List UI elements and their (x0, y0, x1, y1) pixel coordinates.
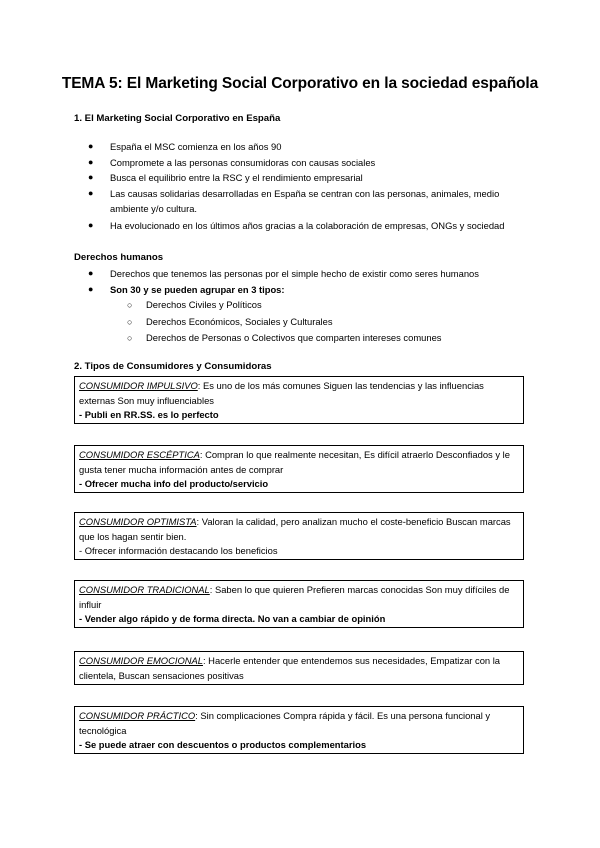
bullet-icon: ● (88, 141, 94, 151)
derechos-types-list (127, 297, 442, 347)
consumer-label: CONSUMIDOR EMOCIONAL (79, 655, 203, 666)
bullet-icon: ● (88, 187, 94, 198)
circle-bullet-icon: ○ (127, 300, 133, 310)
consumer-label: CONSUMIDOR OPTIMISTA (79, 516, 197, 527)
consumer-box-impulsivo: CONSUMIDOR IMPULSIVO: Es uno de los más comunes Siguen las tendencias y las influencias externas Son muy influenciables - Publi en RR.SS. es lo perfecto (74, 376, 524, 424)
list-item: ○ Derechos Civiles y Políticos (146, 297, 441, 314)
consumer-label: CONSUMIDOR IMPULSIVO (79, 380, 198, 391)
consumer-description: Saben lo que quieren Prefieren marcas conocidas Son muy difíciles de influir (79, 584, 510, 610)
section2-heading: 2. Tipos de Consumidores y Consumidoras (74, 361, 272, 372)
circle-bullet-icon: ○ (127, 316, 133, 327)
consumer-label: CONSUMIDOR TRADICIONAL (79, 584, 210, 595)
consumer-tip: - Se puede atraer con descuentos o productos complementarios (79, 739, 367, 750)
list-item: ● Derechos que tenemos las personas por el simple hecho de existir como seres humanos (110, 266, 530, 282)
list-item: ● Compromete a las personas consumidoras con causas sociales (110, 155, 530, 171)
consumer-label: CONSUMIDOR PRÁCTICO (79, 710, 196, 721)
derechos-bullet-list (88, 266, 530, 297)
consumer-description: Es uno de los más comunes Siguen las tendencias y las influencias externas Son muy influenciables (79, 380, 484, 406)
consumer-tip: - Ofrecer mucha info del producto/servicio (79, 478, 269, 489)
list-item: ● Ha evolucionado en los últimos años gracias a la colaboración de empresas, ONGs y sociedad (110, 218, 530, 234)
bullet-icon: ● (88, 283, 94, 294)
consumer-label: CONSUMIDOR ESCÉPTICA (79, 449, 200, 460)
page-title: TEMA 5: El Marketing Social Corporativo en la sociedad española (61, 75, 539, 92)
list-item: ○ Derechos de Personas o Colectivos que comparten intereses comunes (146, 330, 441, 347)
consumer-tip: - Vender algo rápido y de forma directa. No van a cambiar de opinión (79, 613, 386, 624)
consumer-box-optimista: CONSUMIDOR OPTIMISTA: Valoran la calidad, pero analizan mucho el coste-beneficio Buscan marcas que los hagan sentir bien. - Ofrecer información destacando los beneficios (74, 512, 524, 560)
bullet-icon: ● (88, 172, 94, 182)
section1-bullet-list (88, 139, 530, 233)
consumer-box-practico: CONSUMIDOR PRÁCTICO: Sin complicaciones Compra rápida y fácil. Es una persona funcional y tecnológica - Se puede atraer con descuentos o productos complementarios (74, 706, 524, 754)
bullet-icon: ● (88, 156, 94, 167)
derechos-heading: Derechos humanos (74, 252, 164, 263)
list-item: ● España el MSC comienza en los años 90 (110, 139, 530, 155)
consumer-box-emocional: CONSUMIDOR EMOCIONAL: Hacerle entender que entendemos sus necesidades, Empatizar con la clientela, Buscan sensaciones positivas (74, 651, 524, 685)
list-item: ● Son 30 y se pueden agrupar en 3 tipos: (110, 282, 530, 298)
consumer-description: Valoran la calidad, pero analizan mucho el coste-beneficio Buscan marcas que los hagan sentir bien. (79, 516, 511, 542)
consumer-description: Hacerle entender que entendemos sus necesidades, Empatizar con la clientela, Buscan sensaciones positivas (79, 655, 501, 681)
list-item: ● Busca el equilibrio entre la RSC y el rendimiento empresarial (110, 170, 530, 186)
bullet-icon: ● (88, 219, 94, 230)
list-item: ● Las causas solidarias desarrolladas en España se centran con las personas, animales, medio ambiente y/o cultura. (88, 187, 500, 214)
consumer-description: Sin complicaciones Compra rápida y fácil. Es una persona funcional y tecnológica (79, 710, 491, 736)
section1-heading: 1. El Marketing Social Corporativo en España (74, 113, 281, 124)
bullet-icon: ● (88, 268, 94, 278)
list-item: ○ Derechos Económicos, Sociales y Culturales (146, 314, 441, 331)
consumer-description: Compran lo que realmente necesitan, Es difícil atraerlo Desconfiados y le gusta tener mucha información antes de comprar (79, 449, 510, 475)
consumer-box-tradicional: CONSUMIDOR TRADICIONAL: Saben lo que quieren Prefieren marcas conocidas Son muy difíciles de influir - Vender algo rápido y de forma directa. No van a cambiar de opinión (74, 580, 524, 628)
circle-bullet-icon: ○ (127, 333, 133, 343)
consumer-box-esceptica: CONSUMIDOR ESCÉPTICA: Compran lo que realmente necesitan, Es difícil atraerlo Desconfiados y le gusta tener mucha información antes de comprar - Ofrecer mucha info del producto/servicio (74, 445, 524, 493)
consumer-tip: - Ofrecer información destacando los beneficios (79, 545, 278, 556)
consumer-tip: - Publi en RR.SS. es lo perfecto (79, 409, 219, 420)
